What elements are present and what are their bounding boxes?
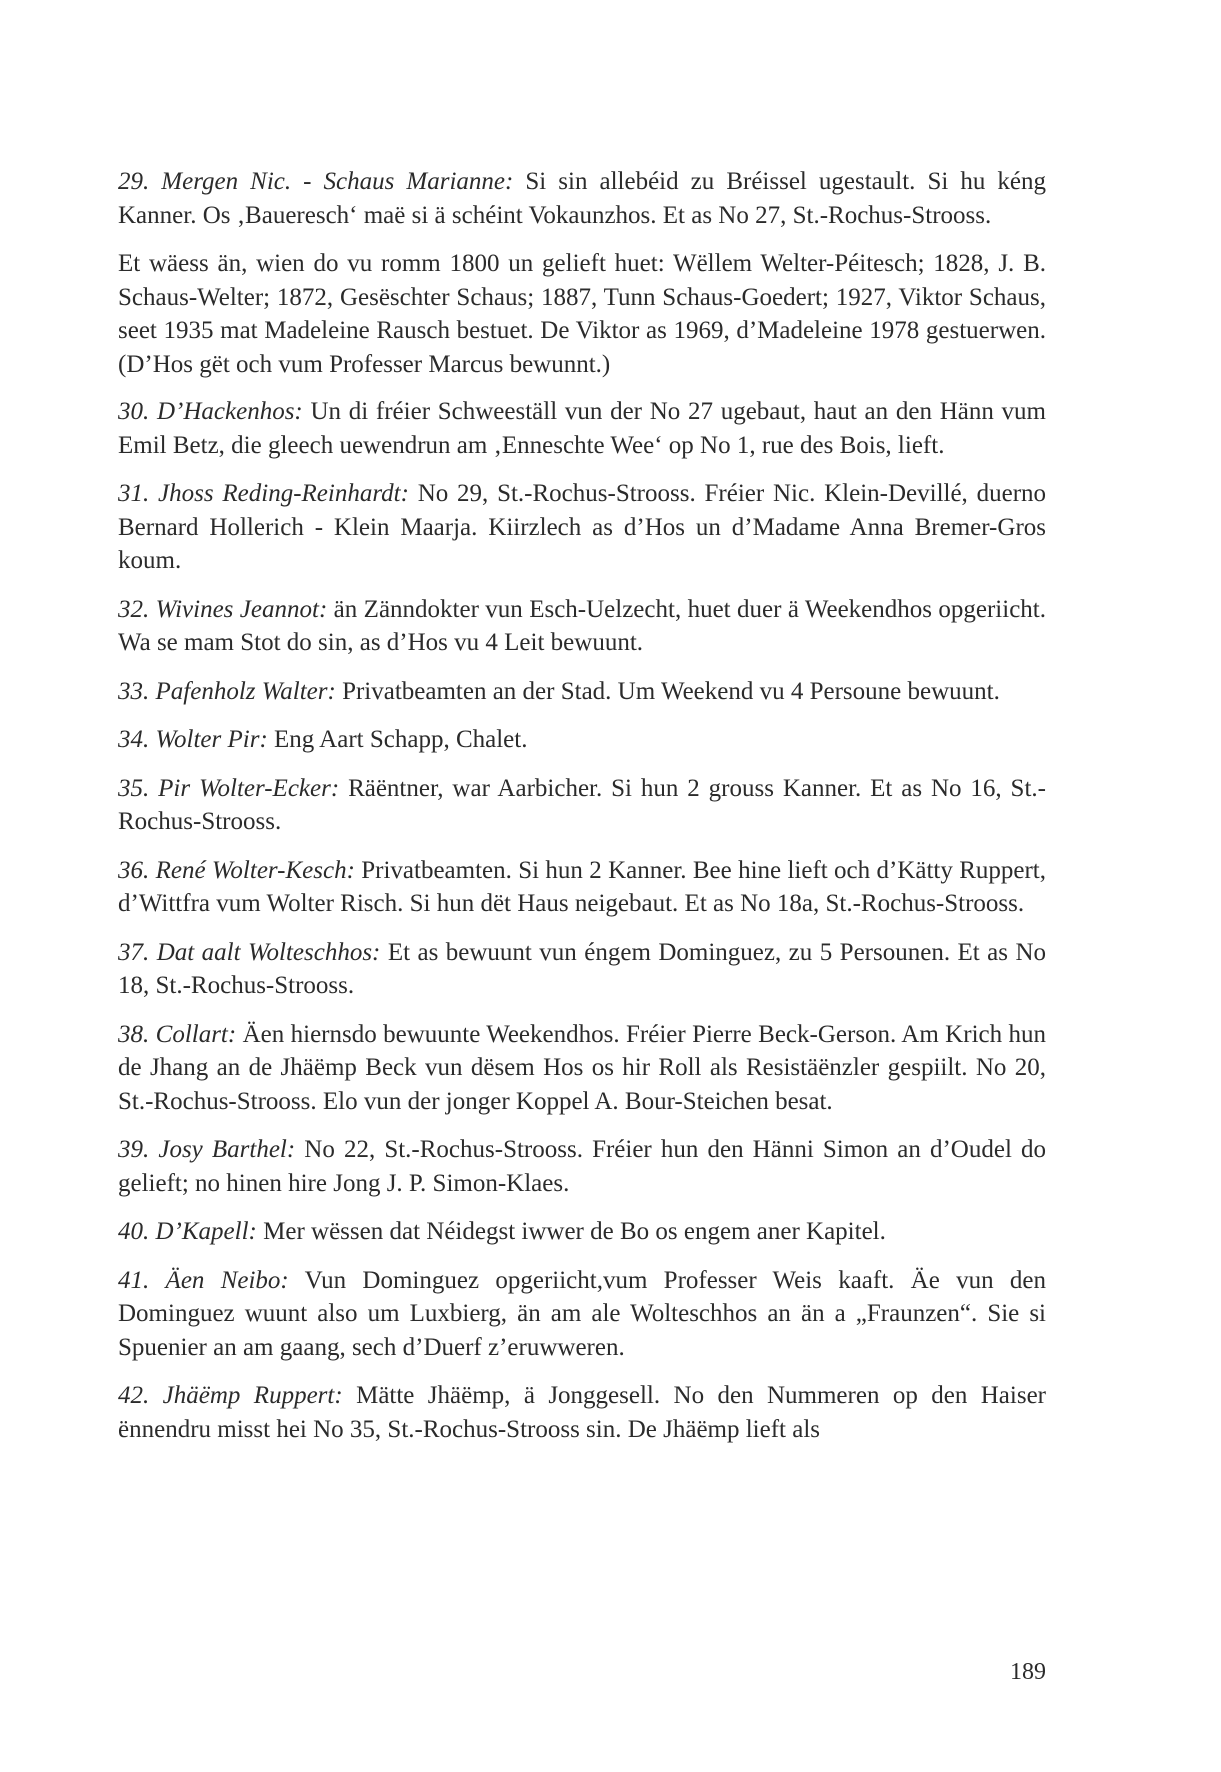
entry-text: Si sin allebéid zu Bréissel ugestault. Si hu kéng Kanner. Os ‚Baueresch‘ maë si ä schéint Vokaunzhos. Et as No 27, St.-Rochus-Strooss. bbox=[118, 168, 1046, 229]
entry-37 bbox=[118, 936, 1046, 1003]
page-number: 189 bbox=[1010, 1659, 1046, 1685]
entry-number: 40. bbox=[118, 1218, 150, 1245]
entry-text: än Zänndokter vun Esch-Uelzecht, huet duer ä Weekendhos opgeriicht. Wa se mam Stot do sin, as d’Hos vu 4 Leit bewuunt. bbox=[118, 595, 1046, 656]
entry-text: Et as bewuunt vun éngem Dominguez, zu 5 Persounen. Et as No 18, St.-Rochus-Strooss. bbox=[118, 938, 1046, 999]
entry-number: 30. bbox=[118, 398, 150, 425]
entry-32 bbox=[118, 593, 1046, 660]
entry-number: 32. bbox=[118, 595, 150, 623]
entry-text: Un di fréier Schweeställ vun der No 27 ugebaut, haut an den Hänn vum Emil Betz, die gleech uewendrun am ‚Enneschte Wee‘ op No 1, rue des Bois, lieft. bbox=[118, 398, 1047, 459]
entry-heading: René Wolter-Kesch: bbox=[155, 856, 355, 884]
entry-number: 38. bbox=[118, 1020, 150, 1048]
entry-heading: D’Hackenhos: bbox=[156, 398, 303, 425]
entry-number: 37. bbox=[118, 938, 150, 966]
entry-heading: Wolter Pir: bbox=[155, 726, 268, 753]
entry-number: 41. bbox=[118, 1266, 150, 1294]
entry-number: 34. bbox=[118, 726, 150, 753]
entry-text: Privatbeamten. Si hun 2 Kanner. Bee hine lieft och d’Kätty Ruppert, d’Wittfra vum Wolter Risch. Si hun dët Haus neigebaut. Et as No 18a, St.-Rochus-Strooss. bbox=[118, 856, 1046, 917]
entry-heading: Dat aalt Wolteschhos: bbox=[156, 938, 381, 966]
entry-34 bbox=[118, 723, 1046, 757]
entry-text: Eng Aart Schapp, Chalet. bbox=[267, 726, 528, 753]
entry-heading: Josy Barthel: bbox=[158, 1136, 296, 1163]
entry-35 bbox=[118, 772, 1046, 839]
entry-number: 39. bbox=[118, 1136, 150, 1163]
entry-text: Äen hiernsdo bewuunte Weekendhos. Fréier Pierre Beck-Gerson. Am Krich hun de Jhang an de Jhäëmp Beck vun dësem Hos os hir Roll als Resistäënzler gespiilt. No 20, St.-Rochus-Strooss. Elo vun der jonger Koppel A. Bour-Steichen besat. bbox=[118, 1020, 1046, 1115]
entry-heading: Mergen Nic. - Schaus Marianne: bbox=[161, 168, 514, 195]
entry-text: Mer wëssen dat Néidegst iwwer de Bo os engem aner Kapitel. bbox=[256, 1218, 886, 1245]
entry-heading: Jhoss Reding-Reinhardt: bbox=[158, 480, 409, 507]
entry-text: No 29, St.-Rochus-Strooss. Fréier Nic. Klein-Devillé, duerno Bernard Hollerich - Klein Maarja. Kiirzlech as d’Hos un d’Madame Anna Bremer-Gros koum. bbox=[118, 480, 1047, 574]
entry-text: Räëntner, war Aarbicher. Si hun 2 grouss Kanner. Et as No 16, St.-Rochus-Strooss. bbox=[118, 774, 1046, 835]
entry-number: 35. bbox=[118, 774, 150, 802]
page-body bbox=[118, 165, 1046, 1461]
entry-29-continuation bbox=[118, 247, 1046, 381]
entry-29 bbox=[118, 165, 1046, 232]
entry-number: 33. bbox=[118, 677, 150, 705]
entry-36 bbox=[118, 854, 1046, 921]
entry-33 bbox=[118, 675, 1046, 709]
entry-text: Vun Dominguez opgeriicht,vum Professer Weis kaaft. Äe vun den Dominguez wuunt also um Luxbierg, än am ale Wolteschhos an än a „Fraunzen“. Sie si Spuenier an am gaang, sech d’Duerf z’eruwweren. bbox=[118, 1266, 1047, 1361]
entry-39 bbox=[118, 1133, 1046, 1200]
entry-number: 42. bbox=[118, 1382, 150, 1409]
entry-38 bbox=[118, 1018, 1046, 1119]
entry-number: 36. bbox=[118, 856, 150, 884]
entry-31 bbox=[118, 477, 1046, 578]
entry-text: Et wäess än, wien do vu romm 1800 un gelieft huet: Wëllem Welter-Péitesch; 1828, J. B. Schaus-Welter; 1872, Gesëschter Schaus; 1887, Tunn Schaus-Goedert; 1927, Viktor Schaus, seet 1935 mat Madeleine Rausch bestuet. De Viktor as 1969, d’Madeleine 1978 gestuerwen. (D’Hos gët och vum Professer Marcus bewunnt.) bbox=[118, 250, 1046, 378]
entry-heading: Collart: bbox=[155, 1020, 237, 1048]
entry-40 bbox=[118, 1215, 1046, 1249]
entry-text: No 22, St.-Rochus-Strooss. Fréier hun den Hänni Simon an d’Oudel do gelieft; no hinen hire Jong J. P. Simon-Klaes. bbox=[118, 1136, 1047, 1197]
entry-number: 31. bbox=[118, 480, 150, 507]
entry-heading: D’Kapell: bbox=[155, 1218, 257, 1245]
entry-text: Mätte Jhäëmp, ä Jonggesell. No den Nummeren op den Haiser ënnendru misst hei No 35, St.-Rochus-Strooss sin. De Jhäëmp lieft als bbox=[118, 1382, 1046, 1443]
entry-42 bbox=[118, 1379, 1046, 1446]
entry-41 bbox=[118, 1264, 1046, 1365]
entry-heading: Äen Neibo: bbox=[165, 1266, 289, 1294]
entry-number: 29. bbox=[118, 168, 150, 195]
entry-text: Privatbeamten an der Stad. Um Weekend vu 4 Persoune bewuunt. bbox=[335, 677, 1000, 705]
entry-30 bbox=[118, 395, 1046, 462]
entry-heading: Pir Wolter-Ecker: bbox=[158, 774, 340, 802]
entry-heading: Pafenholz Walter: bbox=[155, 677, 336, 705]
entry-heading: Jhäëmp Ruppert: bbox=[162, 1382, 343, 1409]
entry-heading: Wivines Jeannot: bbox=[155, 595, 328, 623]
